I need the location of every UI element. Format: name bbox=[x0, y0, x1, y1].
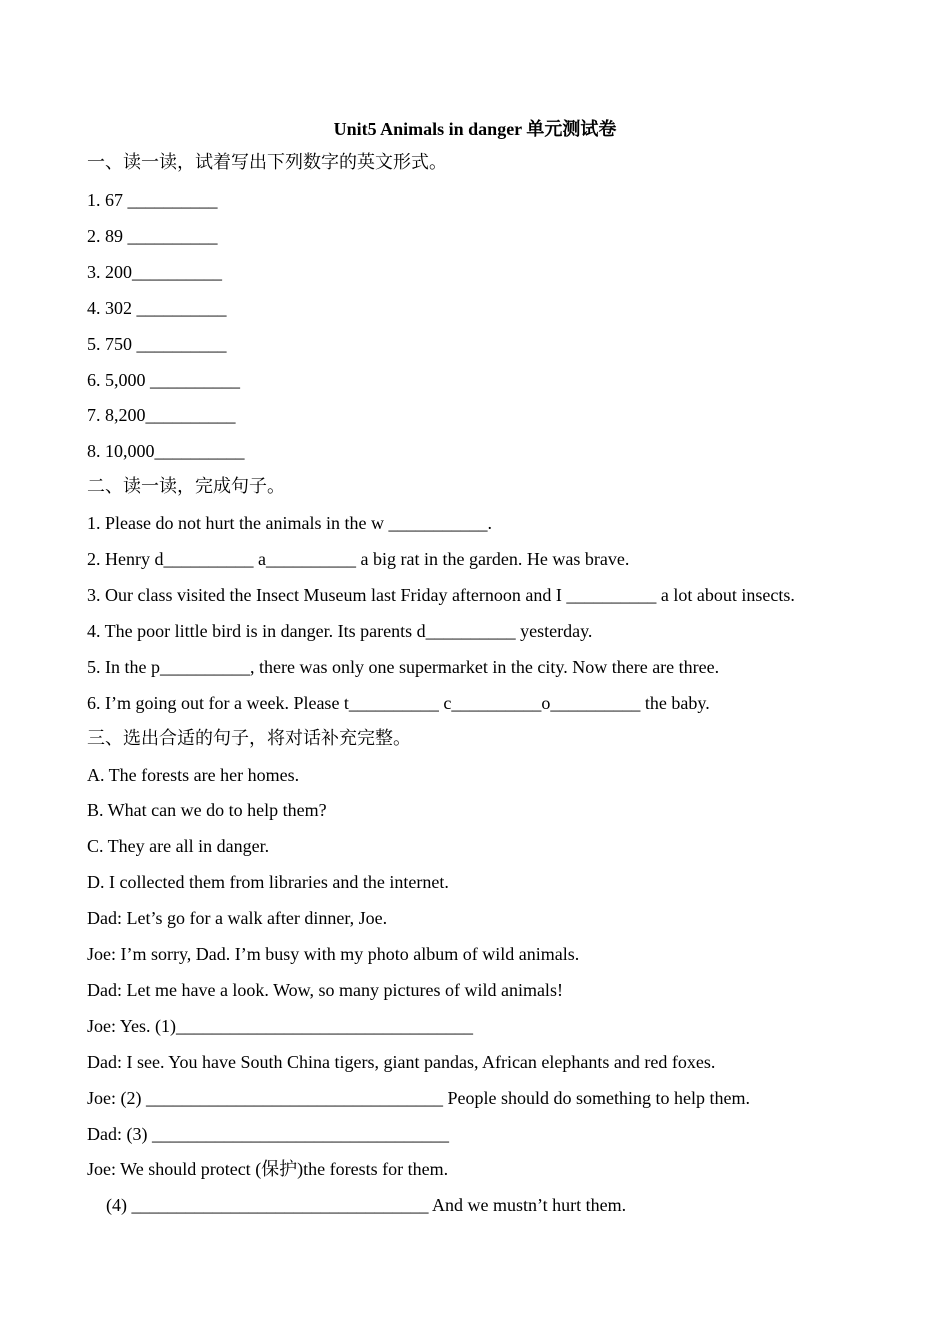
section1-item-4: 4. 302 __________ bbox=[87, 298, 227, 318]
dialogue-line: Joe: I’m sorry, Dad. I’m busy with my photo album of wild animals. bbox=[87, 944, 580, 964]
section1-item-1: 1. 67 __________ bbox=[87, 190, 218, 210]
dialogue-line: Joe: Yes. (1)_________________________________ bbox=[87, 1016, 474, 1036]
dialogue-line: Dad: Let’s go for a walk after dinner, Joe. bbox=[87, 908, 388, 928]
dialogue-line: Dad: Let me have a look. Wow, so many pictures of wild animals! bbox=[87, 980, 563, 1000]
option-b: B. What can we do to help them? bbox=[87, 800, 327, 820]
dialogue-line: Dad: (3) _________________________________ bbox=[87, 1124, 449, 1144]
section2-item-6: 6. I’m going out for a week. Please t__________ c__________o__________ the baby. bbox=[87, 693, 710, 713]
section2-item-4: 4. The poor little bird is in danger. Its parents d__________ yesterday. bbox=[87, 621, 593, 641]
dialogue-line: Joe: (2) _________________________________ People should do something to help them. bbox=[87, 1088, 750, 1108]
section1-item-2: 2. 89 __________ bbox=[87, 226, 218, 246]
section2-heading: 二、读一读，完成句子。 bbox=[87, 476, 285, 497]
section1-item-6: 6. 5,000 __________ bbox=[87, 370, 240, 390]
section3-heading: 三、选出合适的句子，将对话补充完整。 bbox=[87, 728, 411, 749]
option-c: C. They are all in danger. bbox=[87, 836, 270, 856]
section1-item-3: 3. 200__________ bbox=[87, 262, 222, 282]
dialogue-line: Dad: I see. You have South China tigers, giant pandas, African elephants and red foxes. bbox=[87, 1052, 716, 1072]
section1-heading: 一、读一读，试着写出下列数字的英文形式。 bbox=[87, 152, 447, 173]
section1-item-8: 8. 10,000__________ bbox=[87, 441, 245, 461]
section2-item-2: 2. Henry d__________ a__________ a big rat in the garden. He was brave. bbox=[87, 549, 630, 569]
option-d: D. I collected them from libraries and the internet. bbox=[87, 872, 449, 892]
section2-item-3: 3. Our class visited the Insect Museum last Friday afternoon and I __________ a lot about insects. bbox=[87, 585, 795, 605]
dialogue-line: Joe: We should protect (保护)the forests for them. bbox=[87, 1159, 449, 1179]
page-title: Unit5 Animals in danger 单元测试卷 bbox=[333, 119, 617, 139]
section1-item-5: 5. 750 __________ bbox=[87, 334, 227, 354]
section1-item-7: 7. 8,200__________ bbox=[87, 405, 236, 425]
section2-item-5: 5. In the p__________, there was only one supermarket in the city. Now there are three. bbox=[87, 657, 720, 677]
option-a: A. The forests are her homes. bbox=[87, 765, 300, 785]
dialogue-line-continuation: (4) _________________________________ And we mustn’t hurt them. bbox=[106, 1195, 627, 1215]
section2-item-1: 1. Please do not hurt the animals in the w ___________. bbox=[87, 513, 492, 533]
